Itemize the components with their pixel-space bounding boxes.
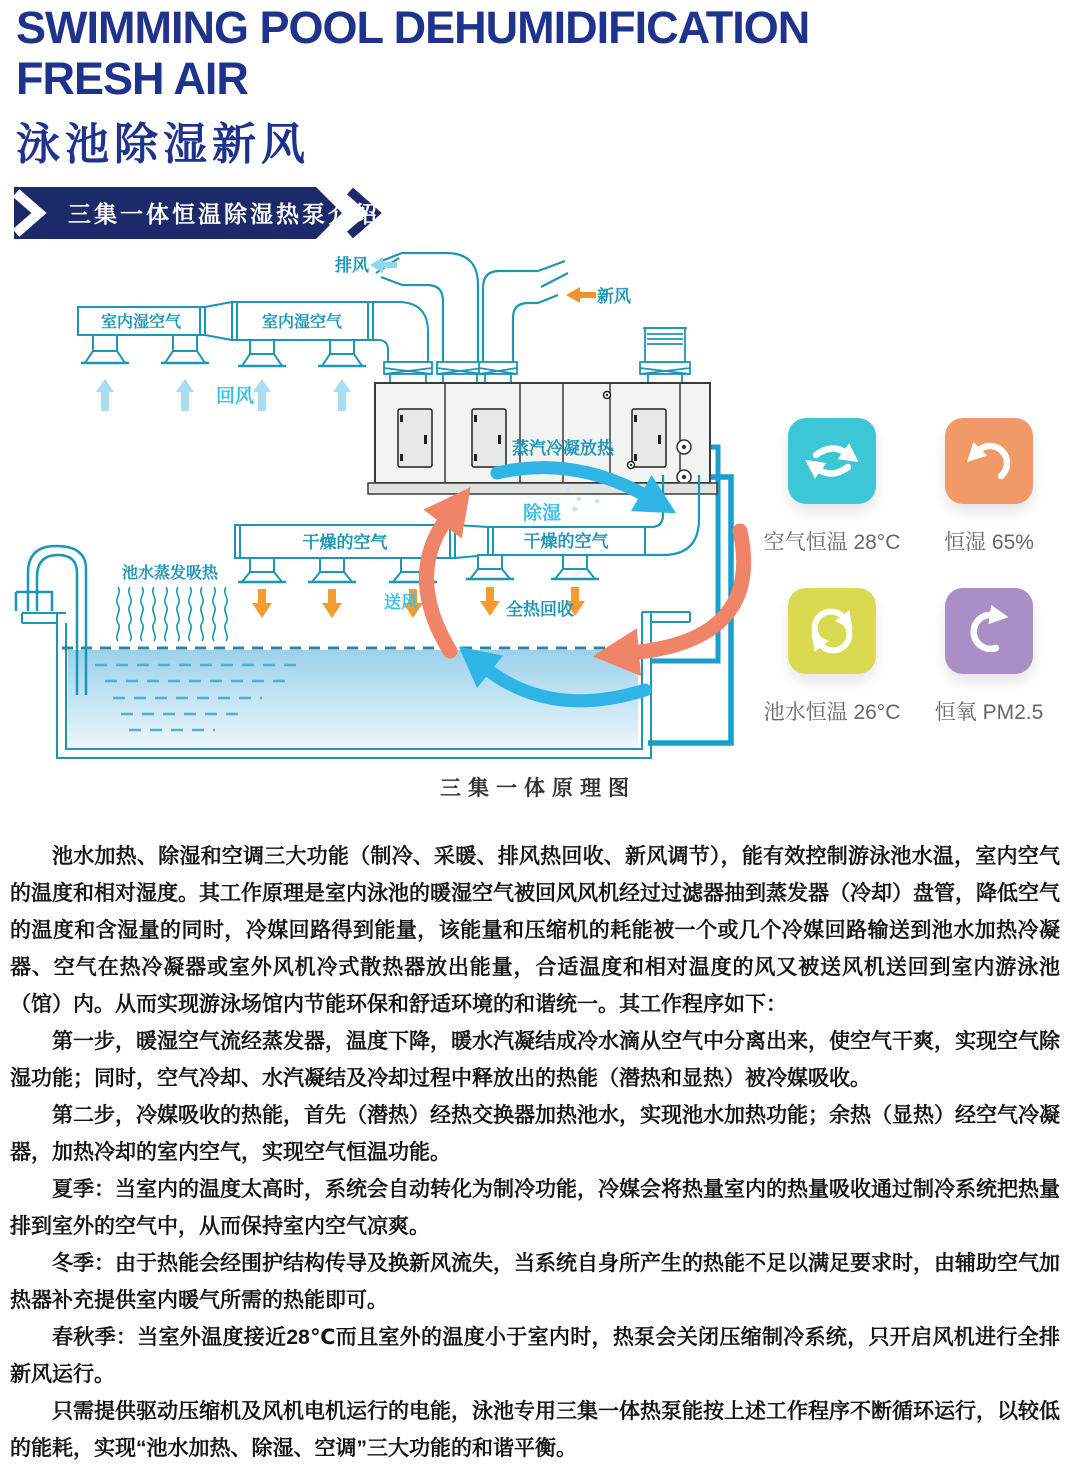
floor-diffusers xyxy=(238,555,599,582)
indoor-humid-air-label-1: 室内湿空气 xyxy=(100,314,182,331)
pool-evaporation-label: 池水蒸发吸热 xyxy=(121,565,219,582)
page-title-chinese: 泳池除湿新风 xyxy=(16,120,310,169)
body-paragraph: 夏季：当室内的温度太高时，系统会自动转化为制冷功能，冷媒会将热量室内的热量吸收通过制冷系统把热量排到室外的空气中，从而保持室内空气凉爽。 xyxy=(10,1178,1060,1238)
title-line-2: FRESH AIR xyxy=(16,53,248,104)
unit-base xyxy=(368,483,717,494)
fresh-air-arrow-icon xyxy=(566,287,596,303)
title-line-1: SWIMMING POOL DEHUMIDIFICATION xyxy=(16,2,810,53)
rooftop-fan-unit xyxy=(640,328,690,383)
dry-air-label-2: 干燥的空气 xyxy=(523,532,609,551)
return-air-label: 回风 xyxy=(215,386,255,407)
body-paragraph: 冬季：由于热能会经围护结构传导及换新风流失，当系统自身所产生的热能不足以满足要求时，由辅助空气加热器补充提供室内暖气所需的热能即可。 xyxy=(10,1252,1060,1312)
dehumidify-label: 除湿 xyxy=(522,503,562,524)
steam-condensation-label: 蒸汽冷凝放热 xyxy=(512,439,614,458)
ccw-rotate-icon xyxy=(945,418,1033,504)
tile-label: 恒湿 65% xyxy=(944,531,1034,554)
body-paragraph: 只需提供驱动压缩机及风机电机运行的电能，泳池专用三集一体热泵能按上述工作程序不断循环运行，以较低的能耗，实现“池水加热、除湿、空调”三大功能的和谐平衡。 xyxy=(10,1400,1060,1460)
cw-rotate-icon xyxy=(945,588,1033,674)
tile-label: 空气恒温 28°C xyxy=(763,531,901,554)
fresh-air-intake xyxy=(483,261,568,362)
body-paragraph: 池水加热、除湿和空调三大功能（制冷、采暖、排风热回收、新风调节），能有效控制游泳池水温，室内空气的温度和相对湿度。其工作原理是室内泳池的暖湿空气被回风风机经过过滤器抽到蒸发器（冷却）盘管，降低空气的温度和含湿量的同时，冷媒回路得到能量，该能量和压缩机的耗能被一个或几个冷媒回路输送到池水加热冷凝器、空气在热冷凝器或室外风机冷式散热器放出能量，合适温度和相对温度的风又被送风机送回到室内游泳池（馆）内。从而实现游泳场馆内节能环保和舒适环境的和谐统一。其工作程序如下： xyxy=(10,845,1060,1016)
feature-tile-humidity xyxy=(889,418,1089,556)
section-banner xyxy=(14,187,386,239)
horizontal-cycle-icon xyxy=(788,418,876,504)
indoor-humid-air-label-2: 室内湿空气 xyxy=(261,314,343,331)
dry-air-label-1: 干燥的空气 xyxy=(302,533,388,552)
total-heat-recovery-label: 全热回收 xyxy=(506,600,574,619)
dual-rotate-icon xyxy=(788,588,876,674)
exhaust-label: 排风 xyxy=(335,256,369,275)
supply-air-label: 送风 xyxy=(384,593,418,612)
body-text xyxy=(10,838,1060,1467)
tile-label: 池水恒温 26°C xyxy=(763,701,901,724)
body-paragraph: 春秋季：当室外温度接近28℃而且室外的温度小于室内时，热泵会关闭压缩制冷系统，只开启风机进行全排新风运行。 xyxy=(10,1326,1060,1386)
return-air-ducts xyxy=(78,302,428,366)
feature-tile-oxygen xyxy=(889,588,1089,726)
tile-label: 恒氧 PM2.5 xyxy=(934,701,1044,724)
body-paragraph: 第一步，暖湿空气流经蒸发器，温度下降，暖水汽凝结成冷水滴从空气中分离出来，使空气干爽，实现空气除湿功能；同时，空气冷却、水汽凝结及冷却过程中释放出的热能（潜热和显热）被冷媒吸收。 xyxy=(10,1030,1060,1090)
diagram-caption: 三集一体原理图 xyxy=(440,777,636,800)
body-paragraph: 第二步，冷媒吸收的热能，首先（潜热）经热交换器加热池水，实现池水加热功能；余热（显热）经空气冷凝器，加热冷却的室内空气，实现空气恒温功能。 xyxy=(10,1104,1060,1164)
page-title-english xyxy=(16,2,809,104)
fresh-air-label: 新风 xyxy=(597,287,631,306)
principle-diagram xyxy=(0,243,780,813)
banner-label: 三集一体恒温除湿热泵介绍 xyxy=(68,201,380,227)
unit-top-louvers xyxy=(384,328,690,383)
evaporation-waves xyxy=(117,587,227,641)
